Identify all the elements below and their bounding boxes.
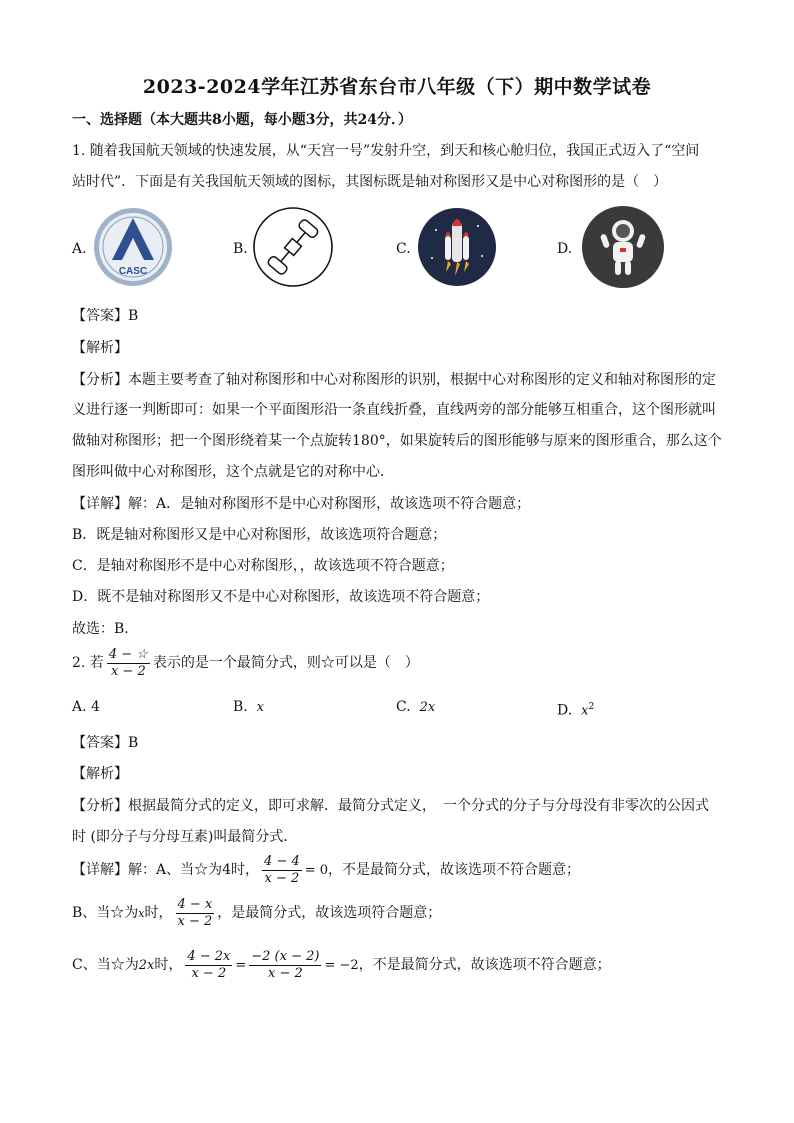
casc-logo-text: CASC	[118, 266, 148, 277]
q2-option-c	[396, 697, 435, 718]
q1-stem-line1: 1. 随着我国航天领域的快速发展，从“天宫一号”发射升空，到天和核心舱归位，我国正式迈入了“空间	[72, 143, 700, 159]
q2-option-a: A. 4	[72, 699, 100, 715]
q2-xjb-suffix: ，是最简分式，故该选项符合题意；	[217, 905, 442, 921]
q2-option-c-label: C.	[396, 699, 411, 715]
space-shuttle-icon	[416, 206, 498, 288]
q2-fenxi-line1: 【分析】根据最简分式的定义，即可求解．最简分式定义， 一个分式的分子与分母没有非零次的公因式	[72, 798, 709, 814]
q2-xja-eq: = 0	[304, 863, 329, 878]
q1-xiangjie-line3: C．是轴对称图形不是中心对称图形，，故该选项不符合题意；	[72, 558, 454, 574]
q2-xjc-den1: x − 2	[191, 965, 227, 981]
astronaut-icon	[580, 204, 666, 290]
q1-xiangjie-line2: B．既是轴对称图形又是中心对称图形，故该选项符合题意；	[72, 527, 447, 543]
q2-xjb-fraction	[176, 897, 215, 930]
q1-fenxi-line3: 做轴对称图形；把一个图形绕着某一个点旋转180°，如果旋转后的图形能够与原来的图形重合，那么这个	[72, 433, 722, 449]
q2-xiangjie-c	[72, 947, 611, 984]
q2-xja-prefix: 【详解】解：A、当☆为4时，	[72, 862, 260, 878]
q2-frac-den: x − 2	[110, 663, 146, 679]
q1-xiangjie-line4: D．既不是轴对称图形又不是中心对称图形，故该选项不符合题意；	[72, 589, 490, 605]
q2-xjc-prefix: C、当☆为	[72, 957, 139, 973]
q2-xjb-var: x	[138, 907, 145, 920]
q2-option-d-exponent: 2	[588, 702, 595, 712]
q2-xja-den: x − 2	[264, 870, 300, 886]
q1-stem-line2: 站时代”．下面是有关我国航天领域的图标，其图标既是轴对称图形又是中心对称图形的是（ ）	[72, 174, 668, 190]
satellite-symbol-icon	[252, 206, 334, 288]
q2-frac-num: 4 − ☆	[108, 646, 148, 662]
q1-answer: 【答案】B	[72, 308, 139, 324]
page-title: 2023-2024学年江苏省东台市八年级（下）期中数学试卷	[142, 76, 652, 98]
q2-xja-suffix: ，不是最简分式，故该选项不符合题意；	[328, 862, 581, 878]
q2-option-b	[233, 697, 264, 718]
q2-xjc-num1: 4 − 2x	[187, 948, 231, 964]
q2-analysis-heading: 【解析】	[72, 766, 128, 782]
q2-fraction	[107, 647, 150, 680]
q2-xjb-den: x − 2	[177, 913, 213, 929]
q2-option-d-value: x	[581, 703, 589, 719]
q1-option-a-label: A.	[72, 241, 87, 257]
q2-xjc-fraction2	[249, 949, 321, 982]
q2-option-b-label: B.	[233, 699, 248, 715]
q2-fenxi-line2: 时 (即分子与分母互素)叫最简分式．	[72, 829, 298, 845]
q2-option-d-label: D.	[557, 702, 573, 719]
q2-xjc-fraction1	[185, 949, 232, 982]
q2-xja-fraction	[262, 854, 302, 887]
q2-xiangjie-b	[72, 895, 441, 932]
q2-xjc-den2: x − 2	[267, 965, 303, 981]
q1-fenxi-line1: 【分析】本题主要考查了轴对称图形和中心对称图形的识别，根据中心对称图形的定义和轴对称图形的定	[72, 372, 716, 388]
q2-option-b-value: x	[256, 700, 264, 715]
q2-option-d	[557, 697, 594, 722]
q2-prefix: 2. 若	[72, 655, 104, 671]
q2-answer: 【答案】B	[72, 735, 139, 751]
q2-stem	[72, 645, 419, 681]
q1-option-c-label: C.	[396, 241, 411, 257]
q2-option-c-value: 2x	[419, 700, 436, 715]
q2-xjb-num: 4 − x	[177, 896, 213, 912]
section-heading: 一、选择题（本大题共8小题，每小题3分，共24分．）	[72, 112, 412, 128]
q2-xjc-eq2: = −2	[324, 958, 359, 973]
q1-fenxi-line2: 义进行逐一判断即可：如果一个平面图形沿一条直线折叠，直线两旁的部分能够互相重合，这个图形就叫	[72, 402, 716, 418]
q2-xiangjie-a	[72, 852, 580, 889]
q2-xjc-suffix: ，不是最简分式，故该选项不符合题意；	[358, 957, 611, 973]
q1-option-b-label: B.	[233, 241, 248, 257]
q1-xiangjie-line1: 【详解】解：A．是轴对称图形不是中心对称图形，故该选项不符合题意；	[72, 496, 531, 512]
q2-xjc-eq1: =	[235, 958, 247, 973]
q2-xjc-mid: 时，	[154, 957, 183, 973]
q2-xjc-num2: −2 (x − 2)	[251, 948, 320, 964]
q2-xjb-prefix: B、当☆为	[72, 905, 139, 921]
q1-analysis-heading: 【解析】	[72, 340, 128, 356]
q1-option-d-label: D.	[557, 241, 573, 257]
q2-xja-num: 4 − 4	[264, 853, 300, 869]
q2-suffix: 表示的是一个最简分式，则☆可以是（ ）	[152, 655, 419, 671]
q2-xjb-mid: 时，	[144, 905, 173, 921]
q2-xjc-var: 2x	[138, 958, 155, 973]
casc-logo-icon	[92, 206, 174, 288]
q1-fenxi-line4: 图形叫做中心对称图形，这个点就是它的对称中心．	[72, 464, 394, 480]
q1-choose: 故选：B．	[72, 621, 139, 637]
